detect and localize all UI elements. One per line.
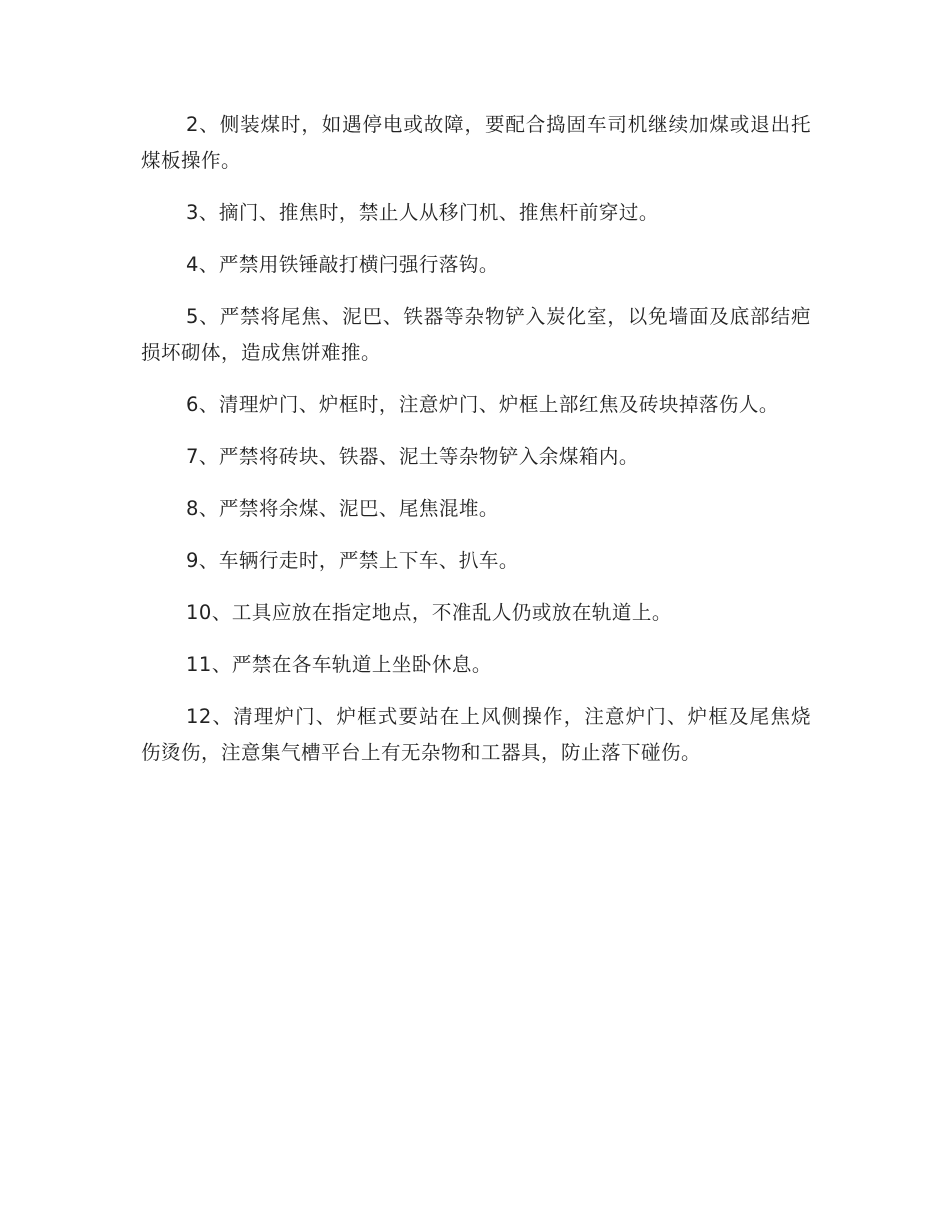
document-body: [141, 107, 811, 787]
paragraph-rule-12: 12、清理炉门、炉框式要站在上风侧操作，注意炉门、炉框及尾焦烧伤烫伤，注意集气槽平台上有无杂物和工器具，防止落下碰伤。: [141, 705, 811, 764]
paragraph-rule-2: 2、侧装煤时，如遇停电或故障，要配合捣固车司机继续加煤或退出托煤板操作。: [141, 113, 811, 172]
paragraph-rule-3: 3、摘门、推焦时，禁止人从移门机、推焦杆前穿过。: [186, 201, 659, 224]
paragraph-rule-10: 10、工具应放在指定地点，不准乱人仍或放在轨道上。: [186, 601, 672, 624]
paragraph-rule-6: 6、清理炉门、炉框时，注意炉门、炉框上部红焦及砖块掉落伤人。: [186, 393, 779, 416]
paragraph-rule-8: 8、严禁将余煤、泥巴、尾焦混堆。: [186, 497, 499, 520]
paragraph-rule-4: 4、严禁用铁锤敲打横闩强行落钩。: [186, 253, 499, 276]
paragraph-rule-11: 11、严禁在各车轨道上坐卧休息。: [186, 653, 492, 676]
paragraph-rule-9: 9、车辆行走时，严禁上下车、扒车。: [186, 549, 519, 572]
paragraph-rule-7: 7、严禁将砖块、铁器、泥土等杂物铲入余煤箱内。: [186, 445, 639, 468]
paragraph-rule-5: 5、严禁将尾焦、泥巴、铁器等杂物铲入炭化室，以免墙面及底部结疤损坏砌体，造成焦饼难推。: [141, 305, 811, 364]
